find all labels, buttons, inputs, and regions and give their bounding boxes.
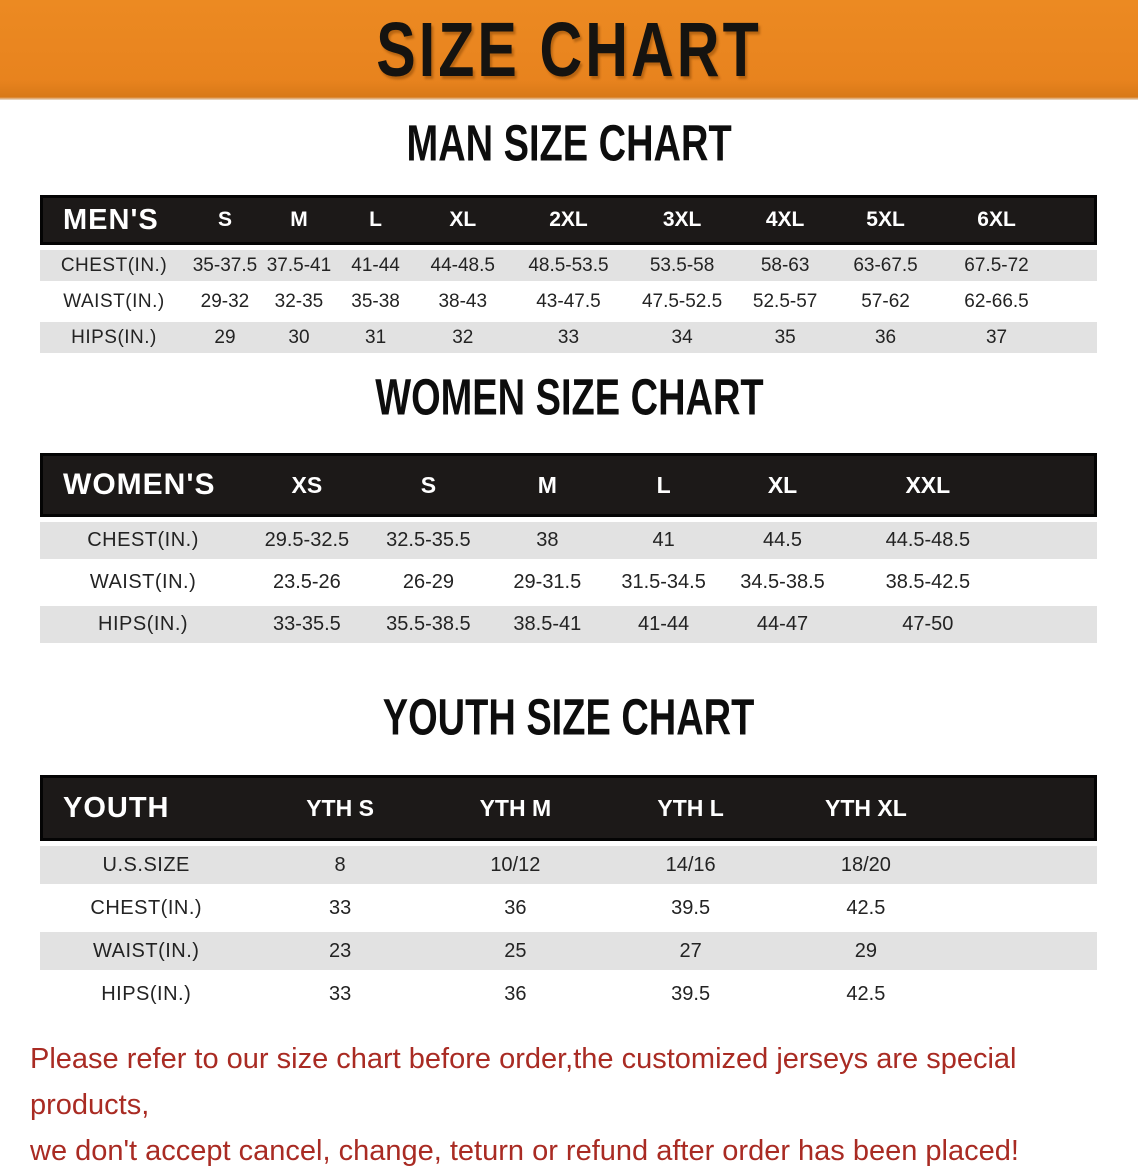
measurement-value-cell: 47-50 bbox=[843, 606, 1012, 643]
measurement-value-cell: 29.5-32.5 bbox=[246, 522, 368, 559]
spacer-cell bbox=[1055, 195, 1097, 245]
measurement-value-cell: 35-37.5 bbox=[188, 250, 262, 281]
measurement-value-cell: 23 bbox=[252, 932, 427, 970]
measurement-label-cell: U.S.SIZE bbox=[40, 846, 252, 884]
table-header-row bbox=[40, 775, 1097, 841]
measurement-value-cell: 38-43 bbox=[415, 286, 510, 317]
order-notice bbox=[30, 1036, 1120, 1174]
size-column-header-cell: 3XL bbox=[627, 195, 738, 245]
size-column-header-cell: M bbox=[489, 453, 605, 517]
measurement-value-cell: 36 bbox=[428, 975, 603, 1013]
women-size-table-wrap bbox=[40, 448, 1097, 648]
spacer-cell bbox=[1012, 606, 1097, 643]
measurement-label-cell: WAIST(IN.) bbox=[40, 564, 246, 601]
women-size-table bbox=[40, 448, 1097, 648]
measurement-value-cell: 29 bbox=[778, 932, 953, 970]
measurement-value-cell: 33 bbox=[510, 322, 626, 353]
measurement-value-cell: 32 bbox=[415, 322, 510, 353]
table-row bbox=[40, 522, 1097, 559]
table-row bbox=[40, 322, 1097, 353]
measurement-value-cell: 57-62 bbox=[833, 286, 939, 317]
measurement-value-cell: 32.5-35.5 bbox=[368, 522, 490, 559]
men-size-table bbox=[40, 190, 1097, 358]
order-notice-line-1: Please refer to our size chart before order,the customized jerseys are special products, bbox=[30, 1043, 1017, 1121]
measurement-value-cell: 26-29 bbox=[368, 564, 490, 601]
size-column-header-cell: XL bbox=[415, 195, 510, 245]
group-label-header-cell: WOMEN'S bbox=[40, 453, 246, 517]
measurement-value-cell: 36 bbox=[833, 322, 939, 353]
spacer-cell bbox=[954, 932, 1097, 970]
measurement-value-cell: 34 bbox=[627, 322, 738, 353]
men-section-heading bbox=[0, 115, 1138, 173]
measurement-value-cell: 38 bbox=[489, 522, 605, 559]
measurement-value-cell: 27 bbox=[603, 932, 778, 970]
measurement-value-cell: 32-35 bbox=[262, 286, 336, 317]
banner bbox=[0, 0, 1138, 100]
spacer-cell bbox=[954, 975, 1097, 1013]
spacer-cell bbox=[954, 889, 1097, 927]
measurement-value-cell: 44-48.5 bbox=[415, 250, 510, 281]
measurement-value-cell: 14/16 bbox=[603, 846, 778, 884]
spacer-cell bbox=[1012, 522, 1097, 559]
measurement-value-cell: 18/20 bbox=[778, 846, 953, 884]
men-size-table-wrap bbox=[40, 190, 1097, 358]
table-row bbox=[40, 889, 1097, 927]
measurement-value-cell: 29 bbox=[188, 322, 262, 353]
measurement-label-cell: HIPS(IN.) bbox=[40, 606, 246, 643]
table-header-row bbox=[40, 195, 1097, 245]
spacer-cell bbox=[1055, 286, 1097, 317]
size-column-header-cell: XS bbox=[246, 453, 368, 517]
measurement-value-cell: 39.5 bbox=[603, 889, 778, 927]
measurement-value-cell: 31 bbox=[336, 322, 415, 353]
measurement-value-cell: 29-32 bbox=[188, 286, 262, 317]
size-column-header-cell: XXL bbox=[843, 453, 1012, 517]
table-row bbox=[40, 564, 1097, 601]
measurement-value-cell: 35 bbox=[738, 322, 833, 353]
measurement-value-cell: 44-47 bbox=[722, 606, 844, 643]
size-column-header-cell: YTH L bbox=[603, 775, 778, 841]
measurement-value-cell: 25 bbox=[428, 932, 603, 970]
youth-section-heading bbox=[0, 689, 1138, 747]
measurement-value-cell: 30 bbox=[262, 322, 336, 353]
women-section-heading bbox=[0, 369, 1138, 427]
spacer-cell bbox=[1012, 564, 1097, 601]
measurement-value-cell: 35-38 bbox=[336, 286, 415, 317]
size-column-header-cell: YTH M bbox=[428, 775, 603, 841]
size-column-header-cell: M bbox=[262, 195, 336, 245]
size-column-header-cell: YTH XL bbox=[778, 775, 953, 841]
table-row bbox=[40, 846, 1097, 884]
measurement-value-cell: 41-44 bbox=[336, 250, 415, 281]
size-column-header-cell: YTH S bbox=[252, 775, 427, 841]
table-row bbox=[40, 975, 1097, 1013]
table-row bbox=[40, 932, 1097, 970]
measurement-value-cell: 33 bbox=[252, 975, 427, 1013]
table-row bbox=[40, 250, 1097, 281]
group-label-header-cell: MEN'S bbox=[40, 195, 188, 245]
size-column-header-cell: 5XL bbox=[833, 195, 939, 245]
spacer-cell bbox=[954, 846, 1097, 884]
measurement-value-cell: 53.5-58 bbox=[627, 250, 738, 281]
measurement-value-cell: 10/12 bbox=[428, 846, 603, 884]
measurement-value-cell: 41 bbox=[605, 522, 721, 559]
page-title: SIZE CHART bbox=[376, 7, 762, 93]
measurement-value-cell: 42.5 bbox=[778, 975, 953, 1013]
measurement-value-cell: 38.5-41 bbox=[489, 606, 605, 643]
size-column-header-cell: XL bbox=[722, 453, 844, 517]
size-column-header-cell: 2XL bbox=[510, 195, 626, 245]
size-column-header-cell: 6XL bbox=[938, 195, 1054, 245]
measurement-value-cell: 29-31.5 bbox=[489, 564, 605, 601]
measurement-value-cell: 47.5-52.5 bbox=[627, 286, 738, 317]
measurement-value-cell: 44.5-48.5 bbox=[843, 522, 1012, 559]
size-column-header-cell: S bbox=[368, 453, 490, 517]
measurement-value-cell: 62-66.5 bbox=[938, 286, 1054, 317]
spacer-cell bbox=[954, 775, 1097, 841]
measurement-label-cell: WAIST(IN.) bbox=[40, 286, 188, 317]
measurement-label-cell: CHEST(IN.) bbox=[40, 889, 252, 927]
size-column-header-cell: L bbox=[605, 453, 721, 517]
table-header-row bbox=[40, 453, 1097, 517]
measurement-value-cell: 33-35.5 bbox=[246, 606, 368, 643]
measurement-value-cell: 38.5-42.5 bbox=[843, 564, 1012, 601]
spacer-cell bbox=[1055, 322, 1097, 353]
measurement-value-cell: 35.5-38.5 bbox=[368, 606, 490, 643]
table-row bbox=[40, 286, 1097, 317]
measurement-label-cell: WAIST(IN.) bbox=[40, 932, 252, 970]
spacer-cell bbox=[1012, 453, 1097, 517]
measurement-value-cell: 48.5-53.5 bbox=[510, 250, 626, 281]
group-label-header-cell: YOUTH bbox=[40, 775, 252, 841]
measurement-value-cell: 23.5-26 bbox=[246, 564, 368, 601]
size-column-header-cell: S bbox=[188, 195, 262, 245]
measurement-value-cell: 63-67.5 bbox=[833, 250, 939, 281]
measurement-value-cell: 37 bbox=[938, 322, 1054, 353]
youth-size-table-wrap bbox=[40, 770, 1097, 1018]
measurement-label-cell: HIPS(IN.) bbox=[40, 322, 188, 353]
size-column-header-cell: L bbox=[336, 195, 415, 245]
measurement-value-cell: 31.5-34.5 bbox=[605, 564, 721, 601]
measurement-value-cell: 44.5 bbox=[722, 522, 844, 559]
table-row bbox=[40, 606, 1097, 643]
measurement-value-cell: 36 bbox=[428, 889, 603, 927]
spacer-cell bbox=[1055, 250, 1097, 281]
size-column-header-cell: 4XL bbox=[738, 195, 833, 245]
measurement-value-cell: 41-44 bbox=[605, 606, 721, 643]
men-section-title: MAN SIZE CHART bbox=[406, 115, 732, 173]
measurement-value-cell: 33 bbox=[252, 889, 427, 927]
measurement-value-cell: 8 bbox=[252, 846, 427, 884]
measurement-value-cell: 37.5-41 bbox=[262, 250, 336, 281]
order-notice-line-2: we don't accept cancel, change, teturn or refund after order has been placed! bbox=[30, 1135, 1019, 1167]
women-section-title: WOMEN SIZE CHART bbox=[374, 369, 764, 427]
youth-size-table bbox=[40, 770, 1097, 1018]
youth-section-title: YOUTH SIZE CHART bbox=[383, 689, 755, 747]
measurement-value-cell: 67.5-72 bbox=[938, 250, 1054, 281]
measurement-value-cell: 43-47.5 bbox=[510, 286, 626, 317]
measurement-value-cell: 39.5 bbox=[603, 975, 778, 1013]
measurement-value-cell: 42.5 bbox=[778, 889, 953, 927]
measurement-value-cell: 58-63 bbox=[738, 250, 833, 281]
measurement-label-cell: CHEST(IN.) bbox=[40, 250, 188, 281]
measurement-label-cell: HIPS(IN.) bbox=[40, 975, 252, 1013]
measurement-value-cell: 34.5-38.5 bbox=[722, 564, 844, 601]
measurement-label-cell: CHEST(IN.) bbox=[40, 522, 246, 559]
measurement-value-cell: 52.5-57 bbox=[738, 286, 833, 317]
